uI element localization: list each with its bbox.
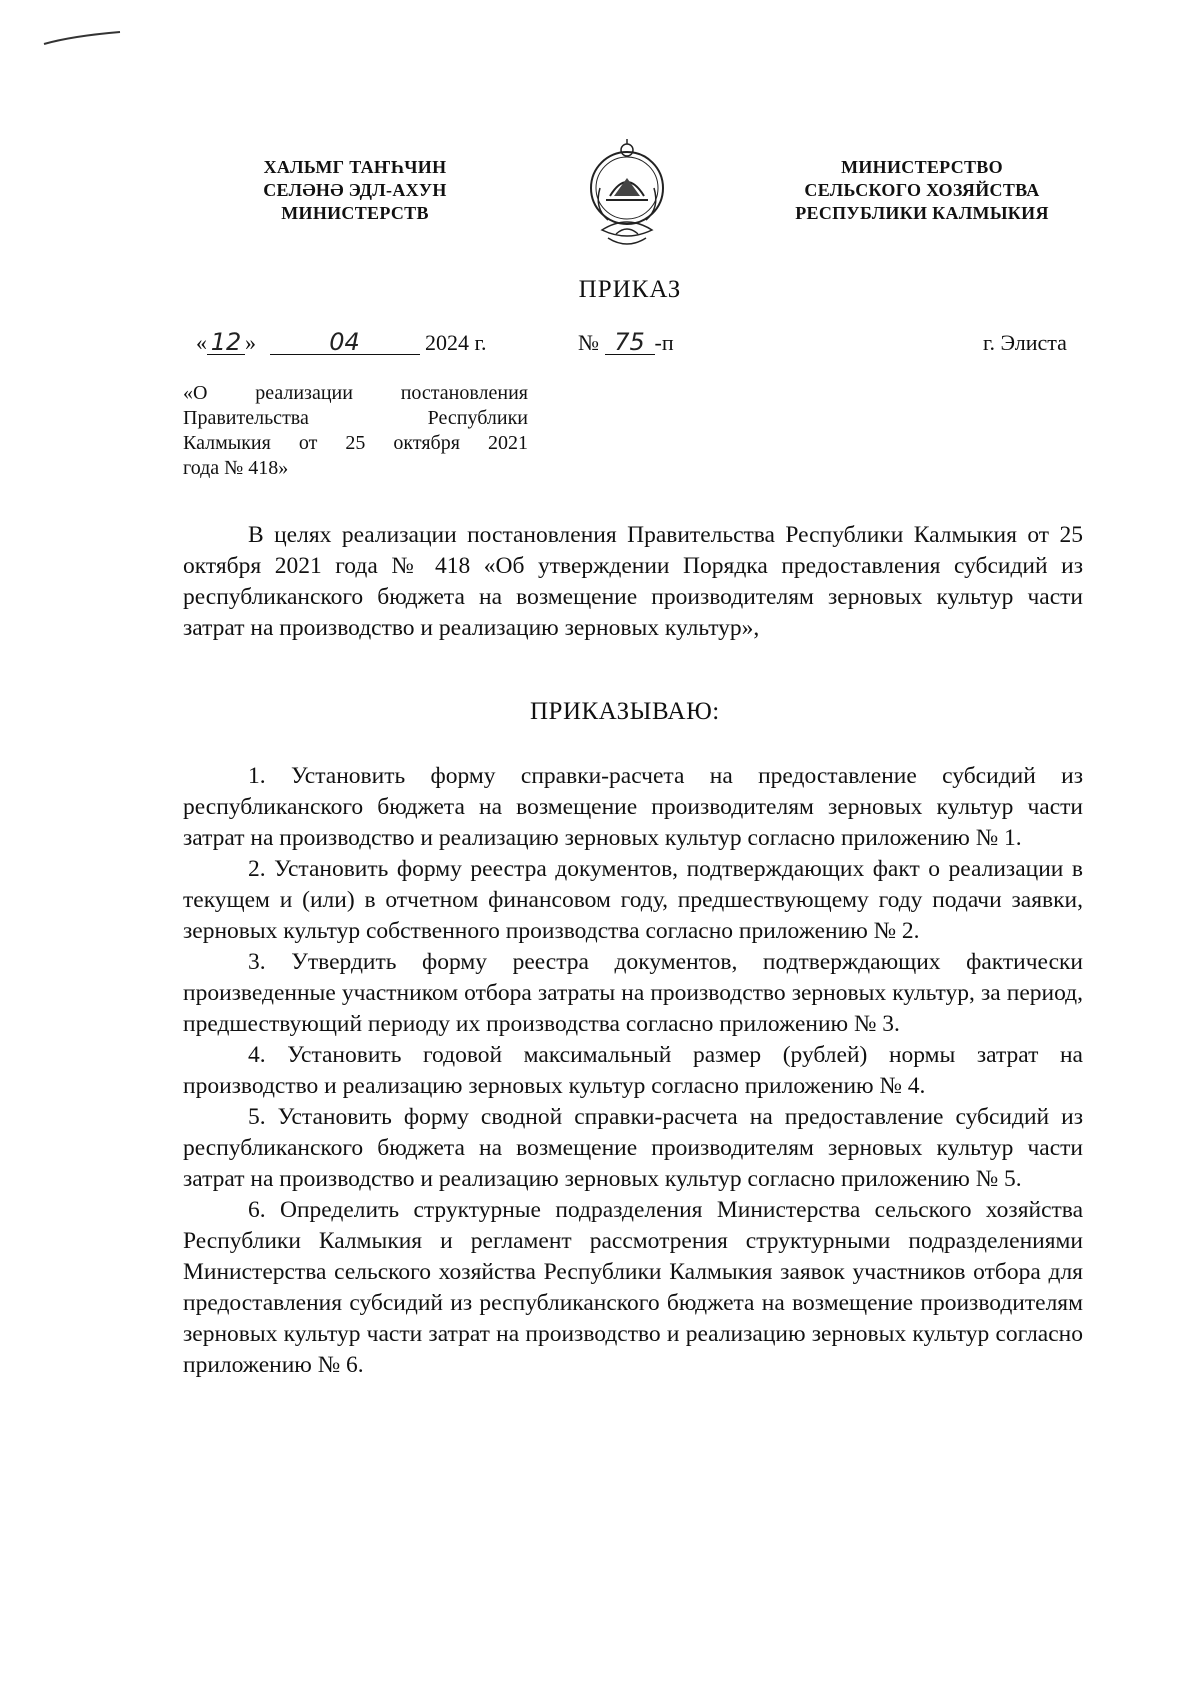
subject-word: реализации — [255, 382, 353, 404]
subject-line — [183, 431, 528, 456]
subject-word: Калмыкия — [183, 432, 271, 454]
header-right-line: МИНИСТЕРСТВО — [841, 157, 1003, 177]
order-item: 3. Утвердить форму реестра документов, подтверждающих фактически произведенные участником отбора затраты на производство зерновых культур, за период, предшествующий периоду их производства согласно приложению № 3. — [183, 949, 1083, 1037]
date-year: 2024 г. — [425, 330, 487, 355]
document-title: ПРИКАЗ — [578, 276, 682, 303]
header-right-line: РЕСПУБЛИКИ КАЛМЫКИЯ — [795, 203, 1049, 223]
header-left-kalmyk — [240, 156, 470, 225]
order-number-suffix: -п — [654, 330, 674, 355]
subject-word: октября — [393, 432, 460, 454]
order-items — [183, 761, 1083, 1381]
order-item: 4. Установить годовой максимальный размер (рублей) нормы затрат на производство и реализацию зерновых культур согласно приложению № 4. — [183, 1042, 1083, 1099]
subject-line — [183, 406, 528, 431]
order-number-prefix: № — [578, 330, 599, 355]
order-subject — [183, 381, 528, 481]
order-item: 6. Определить структурные подразделения Министерства сельского хозяйства Республики Калмыкия и регламент рассмотрения структурными подразделениями Министерства сельского хозяйства Республики Калмыкия заявок участников отбора для предоставления субсидий из республиканского бюджета на возмещение производителям зерновых культур части затрат на производство и реализацию зерновых культур согласно приложению № 6. — [183, 1197, 1083, 1378]
date-day: 12 — [207, 330, 245, 355]
scan-artifact-mark — [42, 30, 122, 48]
header-right-russian — [772, 156, 1072, 225]
subject-word: постановления — [400, 382, 528, 404]
subject-word: 2021 — [487, 432, 528, 454]
subject-line — [183, 381, 528, 406]
order-number: 75 — [605, 330, 655, 355]
date-close-quote: » — [245, 330, 256, 355]
header-left-line: МИНИСТЕРСТВ — [281, 203, 429, 223]
date-open-quote: « — [196, 330, 207, 355]
date-field — [196, 330, 487, 356]
order-item: 5. Установить форму сводной справки-расчета на предоставление субсидий из республиканского бюджета на возмещение производителям зерновых культур части затрат на производство и реализацию зерновых культур согласно приложению № 5. — [183, 1104, 1083, 1192]
order-directive: ПРИКАЗЫВАЮ: — [530, 698, 720, 725]
subject-word: 25 — [345, 432, 366, 454]
header-left-line: ХАЛЬМГ ТАҤҺЧИН — [263, 157, 447, 177]
date-month: 04 — [270, 330, 420, 355]
subject-word: Правительства — [183, 407, 309, 429]
subject-line: года № 418» — [183, 457, 289, 479]
preamble-paragraph: В целях реализации постановления Правительства Республики Калмыкия от 25 октября 2021 года № 418 «Об утверждении Порядка предоставления субсидий из республиканского бюджета на возмещение производителям зерновых культур части затрат на производство и реализацию зерновых культур», — [183, 522, 1083, 641]
order-number-field — [578, 330, 674, 356]
order-item: 1. Установить форму справки-расчета на предоставление субсидий из республиканского бюджета на возмещение производителям зерновых культур части затрат на производство и реализацию зерновых культур согласно приложению № 1. — [183, 763, 1083, 851]
order-item: 2. Установить форму реестра документов, подтверждающих факт о реализации в текущем и (или) в отчетном финансовом году, предшествующему году подачи заявки, зерновых культур собственного производства согласно приложению № 2. — [183, 856, 1083, 944]
subject-word: от — [298, 432, 318, 454]
subject-word: «О — [183, 382, 208, 404]
city: г. Элиста — [983, 330, 1067, 355]
header-left-line: СЕЛӘНӘ ЭДЛ-АХУН — [263, 180, 447, 200]
header-right-line: СЕЛЬСКОГО ХОЗЯЙСТВА — [804, 180, 1040, 200]
subject-word: Республики — [427, 407, 528, 429]
kalmykia-coat-of-arms-icon — [578, 138, 676, 250]
